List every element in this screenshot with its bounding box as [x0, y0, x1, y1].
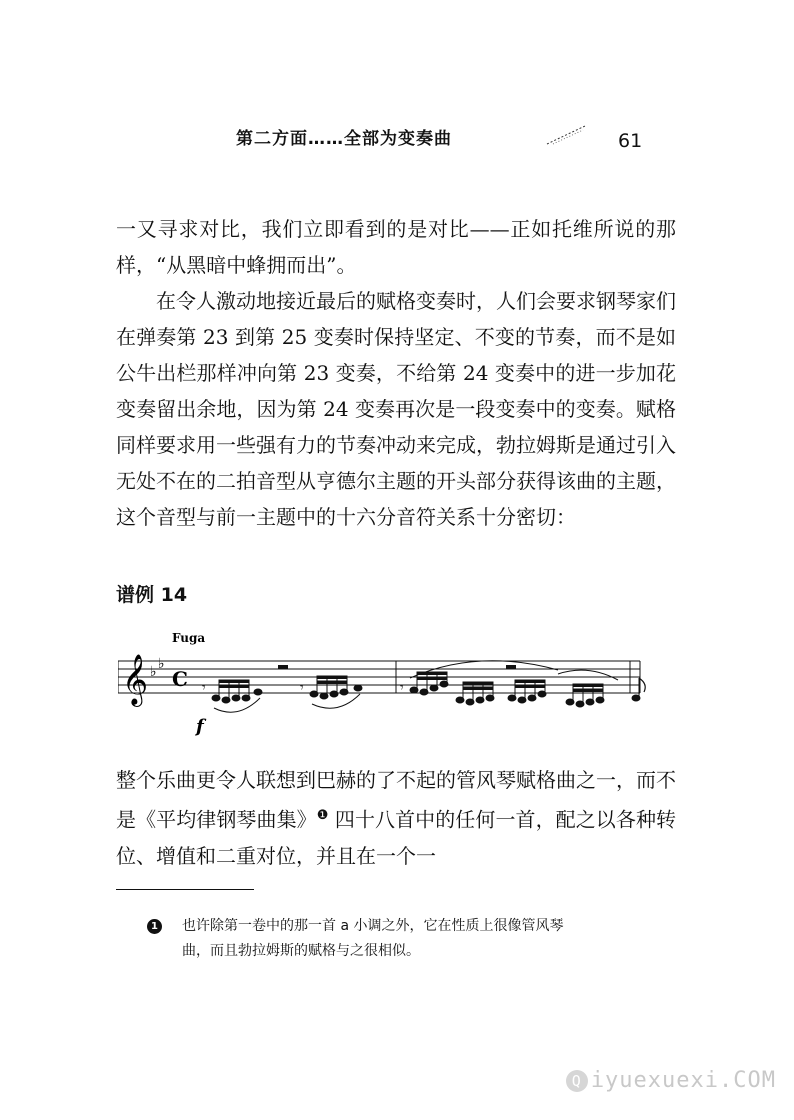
flat-sign-icon: ♭ — [158, 656, 165, 672]
tempo-marking: Fuga — [172, 631, 206, 645]
footnote-line-1 — [147, 914, 677, 939]
page-number: 61 — [618, 130, 643, 152]
time-signature: C — [172, 667, 188, 691]
watermark — [566, 1068, 776, 1093]
svg-text:𝄾: 𝄾 — [400, 680, 404, 696]
note-group-6 — [558, 670, 618, 707]
paragraph-3-text-a: 整个乐曲更令人联想到巴赫的了不起的管风琴赋格曲之一，而不是《平均律钢琴曲集》 — [116, 768, 676, 832]
paragraph-3-text — [116, 762, 676, 874]
dynamic-marking: f — [196, 716, 204, 737]
paragraph-3 — [116, 762, 676, 874]
paragraph-3-text-b: 四十八首中的任何一首，配之以各种转位、增值和二重对位，并且在一个一 — [116, 807, 677, 868]
staff-lines — [118, 661, 640, 693]
watermark-logo-icon: Q — [566, 1070, 588, 1092]
svg-text:𝄾: 𝄾 — [202, 680, 206, 696]
example-label: 谱例 14 — [116, 584, 188, 606]
final-note — [632, 678, 645, 701]
footnote-text-1: 也许除第一卷中的那一首 a 小调之外，它在性质上很像管风琴 — [182, 918, 564, 934]
paragraph-1 — [116, 211, 676, 283]
paragraph-2 — [116, 283, 676, 535]
flat-sign-icon: ♭ — [150, 664, 157, 680]
paragraph-2-text: 在令人激动地接近最后的赋格变奏时，人们会要求钢琴家们在弹奏第 23 到第 25 变奏时保持坚定、不变的节奏，而不是如公牛出栏那样冲向第 23 变奏，不给第 24 变奏中的进一步加花变奏留出余地，因为第 24 变奏再次是一段变奏中的变奏。赋格同样要求用一些强有力的节奏冲动来完成，勃拉姆斯是通过引入无处不在的二拍音型从亨德尔主题的开头部分获得该曲的主题，这个音型与前一主题中的十六分音符关系十分密切： — [116, 289, 676, 529]
note-group-2 — [310, 676, 362, 708]
note-group-5 — [508, 680, 546, 703]
treble-clef-icon: 𝄞 — [122, 654, 149, 705]
footnote — [147, 914, 677, 964]
footnote-divider — [116, 889, 254, 890]
footnote-line-2: 曲，而且勃拉姆斯的赋格与之很相似。 — [182, 943, 420, 959]
footnote-reference[interactable]: ❶ — [316, 808, 329, 823]
svg-text:𝄾: 𝄾 — [300, 680, 304, 696]
footnote-marker: 1 — [147, 919, 162, 934]
running-header-title: 第二方面……全部为变奏曲 — [236, 129, 452, 149]
paragraph-1-text: 一又寻求对比，我们立即看到的是对比——正如托维所说的那样，“从黑暗中蜂拥而出”。 — [116, 217, 676, 277]
watermark-text: iyuexuexi.COM — [590, 1068, 776, 1093]
music-score — [118, 628, 658, 738]
header-flourish-icon — [545, 124, 587, 146]
